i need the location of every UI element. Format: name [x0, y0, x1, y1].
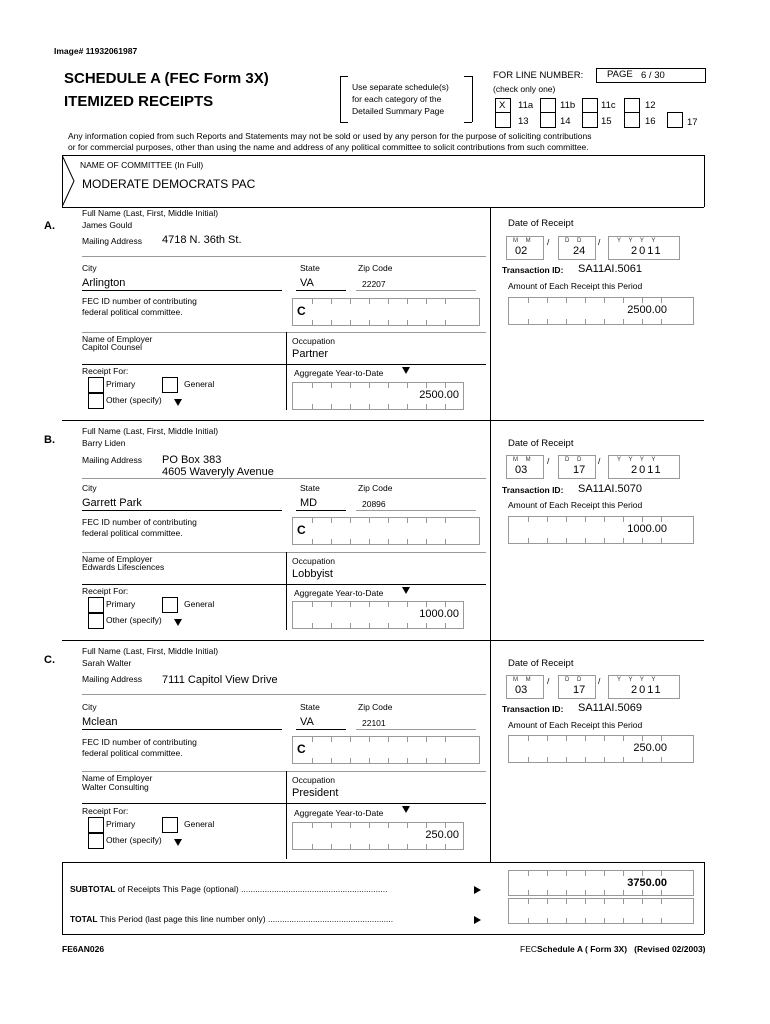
- month-field[interactable]: M M 02: [506, 236, 544, 260]
- year-field[interactable]: Y Y Y Y 2011: [608, 236, 680, 260]
- aggregate-field[interactable]: 2500.00: [292, 382, 464, 410]
- mailing-label: Mailing Address: [82, 236, 143, 246]
- state-label: State: [300, 263, 320, 273]
- city-label: City: [82, 702, 97, 712]
- primary-checkbox[interactable]: [88, 817, 104, 833]
- city-value: Mclean: [82, 716, 118, 728]
- mailing-label: Mailing Address: [82, 674, 143, 684]
- use-separate-note: Use separate schedule(s) for each category of the Detailed Summary Page: [340, 74, 472, 120]
- entry-letter: B.: [44, 434, 55, 446]
- fec-id-field[interactable]: C: [292, 517, 480, 545]
- line-16-checkbox[interactable]: [624, 112, 640, 128]
- transaction-id-value: SA11AI.5070: [578, 483, 643, 495]
- line-13-label: 13: [518, 116, 529, 127]
- other-dropdown-icon[interactable]: [174, 839, 182, 846]
- primary-checkbox[interactable]: [88, 597, 104, 613]
- total-row: TOTAL This Period (last page this line number only) .....................................................: [70, 914, 394, 924]
- line-11a-checkbox[interactable]: X: [495, 98, 511, 114]
- footer-form-id: FECSchedule A ( Form 3X) (Revised 02/2003): [520, 944, 706, 954]
- fec-id-label-2: federal political committee.: [82, 528, 183, 538]
- general-label: General: [184, 599, 215, 609]
- line-12-label: 12: [645, 100, 656, 111]
- line-15-checkbox[interactable]: [582, 112, 598, 128]
- general-checkbox[interactable]: [162, 377, 178, 393]
- transaction-id-label: Transaction ID:: [502, 485, 564, 495]
- entry-letter: C.: [44, 654, 55, 666]
- line-11b-label: 11b: [560, 100, 576, 111]
- page-box: [596, 68, 706, 83]
- form-subtitle: ITEMIZED RECEIPTS: [64, 93, 214, 110]
- month-field[interactable]: M M 03: [506, 455, 544, 479]
- line-16-label: 16: [645, 116, 656, 127]
- address-line-1: PO Box 383: [162, 454, 222, 466]
- occupation-value: Partner: [292, 348, 329, 360]
- general-label: General: [184, 819, 215, 829]
- employer-value: Capitol Counsel: [82, 342, 143, 352]
- subtotal-row: SUBTOTAL of Receipts This Page (optional) ..............................................................: [70, 884, 388, 894]
- city-value: Arlington: [82, 277, 126, 289]
- address-line-2: 4605 Waveryly Avenue: [162, 466, 274, 478]
- date-of-receipt-label: Date of Receipt: [508, 218, 574, 229]
- line-11a-label: 11a: [518, 100, 534, 111]
- line-17-label: 17: [687, 117, 698, 128]
- fec-id-label-2: federal political committee.: [82, 748, 183, 758]
- zip-value: 20896: [362, 499, 386, 509]
- receipt-for-label: Receipt For:: [82, 806, 129, 816]
- other-label: Other (specify): [106, 835, 162, 845]
- aggregate-arrow-icon: [402, 806, 410, 813]
- full-name-label: Full Name (Last, First, Middle Initial): [82, 646, 219, 656]
- notice-line-1: Any information copied from such Reports and Statements may not be sold or used by any person for the purpose of soliciting contributions: [68, 131, 592, 141]
- image-number: Image# 11932061987: [54, 46, 138, 56]
- year-field[interactable]: Y Y Y Y 2011: [608, 455, 680, 479]
- address-line-1: 4718 N. 36th St.: [162, 234, 242, 246]
- state-value: VA: [300, 277, 314, 289]
- transaction-id-label: Transaction ID:: [502, 265, 564, 275]
- year-field[interactable]: Y Y Y Y 2011: [608, 675, 680, 699]
- total-arrow-icon: [474, 916, 481, 924]
- primary-checkbox[interactable]: [88, 377, 104, 393]
- zip-label: Zip Code: [358, 702, 393, 712]
- aggregate-label: Aggregate Year-to-Date: [294, 808, 384, 818]
- general-checkbox[interactable]: [162, 817, 178, 833]
- primary-label: Primary: [106, 819, 136, 829]
- fec-id-label-2: federal political committee.: [82, 307, 183, 317]
- day-field[interactable]: D D 17: [558, 455, 596, 479]
- amount-field[interactable]: 1000.00: [508, 516, 694, 544]
- occupation-label: Occupation: [292, 775, 335, 785]
- notice-line-2: or for commercial purposes, other than using the name and address of any political committee to solicit contributions from such committee.: [68, 142, 589, 152]
- fec-id-label-1: FEC ID number of contributing: [82, 296, 197, 306]
- city-value: Garrett Park: [82, 497, 142, 509]
- zip-label: Zip Code: [358, 483, 393, 493]
- date-of-receipt-label: Date of Receipt: [508, 438, 574, 449]
- fec-id-field[interactable]: C: [292, 736, 480, 764]
- committee-chevron: [62, 155, 80, 207]
- other-label: Other (specify): [106, 395, 162, 405]
- other-checkbox[interactable]: [88, 613, 104, 629]
- occupation-value: President: [292, 787, 339, 799]
- receipt-for-label: Receipt For:: [82, 366, 129, 376]
- line-14-checkbox[interactable]: [540, 112, 556, 128]
- day-field[interactable]: D D 17: [558, 675, 596, 699]
- committee-label: NAME OF COMMITTEE (In Full): [80, 160, 204, 170]
- amount-label: Amount of Each Receipt this Period: [508, 720, 643, 730]
- fec-id-field[interactable]: C: [292, 298, 480, 326]
- address-line-1: 7111 Capitol View Drive: [162, 674, 278, 686]
- occupation-value: Lobbyist: [292, 568, 333, 580]
- other-label: Other (specify): [106, 615, 162, 625]
- employer-value: Walter Consulting: [82, 782, 149, 792]
- aggregate-label: Aggregate Year-to-Date: [294, 588, 384, 598]
- subtotal-field[interactable]: 3750.00: [508, 870, 694, 896]
- page-value: 6 / 30: [641, 70, 665, 81]
- state-label: State: [300, 702, 320, 712]
- day-field[interactable]: D D 24: [558, 236, 596, 260]
- footer-code: FE6AN026: [62, 944, 105, 954]
- line-14-label: 14: [560, 116, 571, 127]
- month-field[interactable]: M M 03: [506, 675, 544, 699]
- state-value: MD: [300, 497, 318, 509]
- other-checkbox[interactable]: [88, 393, 104, 409]
- aggregate-arrow-icon: [402, 587, 410, 594]
- transaction-id-label: Transaction ID:: [502, 704, 564, 714]
- employer-label: Name of Employer: [82, 554, 153, 564]
- contributor-name: Sarah Walter: [82, 658, 132, 668]
- fec-id-label-1: FEC ID number of contributing: [82, 517, 197, 527]
- date-of-receipt-label: Date of Receipt: [508, 658, 574, 669]
- check-only-label: (check only one): [493, 84, 556, 94]
- transaction-id-value: SA11AI.5069: [578, 702, 643, 714]
- aggregate-field[interactable]: 250.00: [292, 822, 464, 850]
- zip-label: Zip Code: [358, 263, 393, 273]
- committee-name: MODERATE DEMOCRATS PAC: [82, 177, 256, 191]
- full-name-label: Full Name (Last, First, Middle Initial): [82, 426, 219, 436]
- zip-value: 22101: [362, 718, 386, 728]
- general-checkbox[interactable]: [162, 597, 178, 613]
- amount-field[interactable]: 250.00: [508, 735, 694, 763]
- zip-value: 22207: [362, 279, 386, 289]
- other-dropdown-icon[interactable]: [174, 399, 182, 406]
- city-label: City: [82, 483, 97, 493]
- other-dropdown-icon[interactable]: [174, 619, 182, 626]
- transaction-id-value: SA11AI.5061: [578, 263, 643, 275]
- full-name-label: Full Name (Last, First, Middle Initial): [82, 208, 219, 218]
- primary-label: Primary: [106, 599, 136, 609]
- contributor-name: Barry Liden: [82, 438, 126, 448]
- line-17-checkbox[interactable]: [667, 112, 683, 128]
- aggregate-label: Aggregate Year-to-Date: [294, 368, 384, 378]
- form-title: SCHEDULE A (FEC Form 3X): [64, 70, 269, 87]
- subtotal-arrow-icon: [474, 886, 481, 894]
- primary-label: Primary: [106, 379, 136, 389]
- amount-label: Amount of Each Receipt this Period: [508, 500, 643, 510]
- amount-label: Amount of Each Receipt this Period: [508, 281, 643, 291]
- general-label: General: [184, 379, 215, 389]
- contributor-name: James Gould: [82, 220, 133, 230]
- state-label: State: [300, 483, 320, 493]
- occupation-label: Occupation: [292, 336, 335, 346]
- receipt-for-label: Receipt For:: [82, 586, 129, 596]
- aggregate-field[interactable]: 1000.00: [292, 601, 464, 629]
- mailing-label: Mailing Address: [82, 455, 143, 465]
- occupation-label: Occupation: [292, 556, 335, 566]
- page-label: PAGE: [607, 69, 633, 80]
- line-15-label: 15: [601, 116, 612, 127]
- state-value: VA: [300, 716, 314, 728]
- amount-field[interactable]: 2500.00: [508, 297, 694, 325]
- employer-value: Edwards Lifesciences: [82, 562, 165, 572]
- line-number-label: FOR LINE NUMBER:: [493, 70, 584, 81]
- entry-letter: A.: [44, 220, 55, 232]
- total-field[interactable]: [508, 898, 694, 924]
- employer-label: Name of Employer: [82, 334, 153, 344]
- line-11c-label: 11c: [601, 100, 616, 111]
- fec-id-label-1: FEC ID number of contributing: [82, 737, 197, 747]
- other-checkbox[interactable]: [88, 833, 104, 849]
- line-13-checkbox[interactable]: [495, 112, 511, 128]
- city-label: City: [82, 263, 97, 273]
- aggregate-arrow-icon: [402, 367, 410, 374]
- employer-label: Name of Employer: [82, 773, 153, 783]
